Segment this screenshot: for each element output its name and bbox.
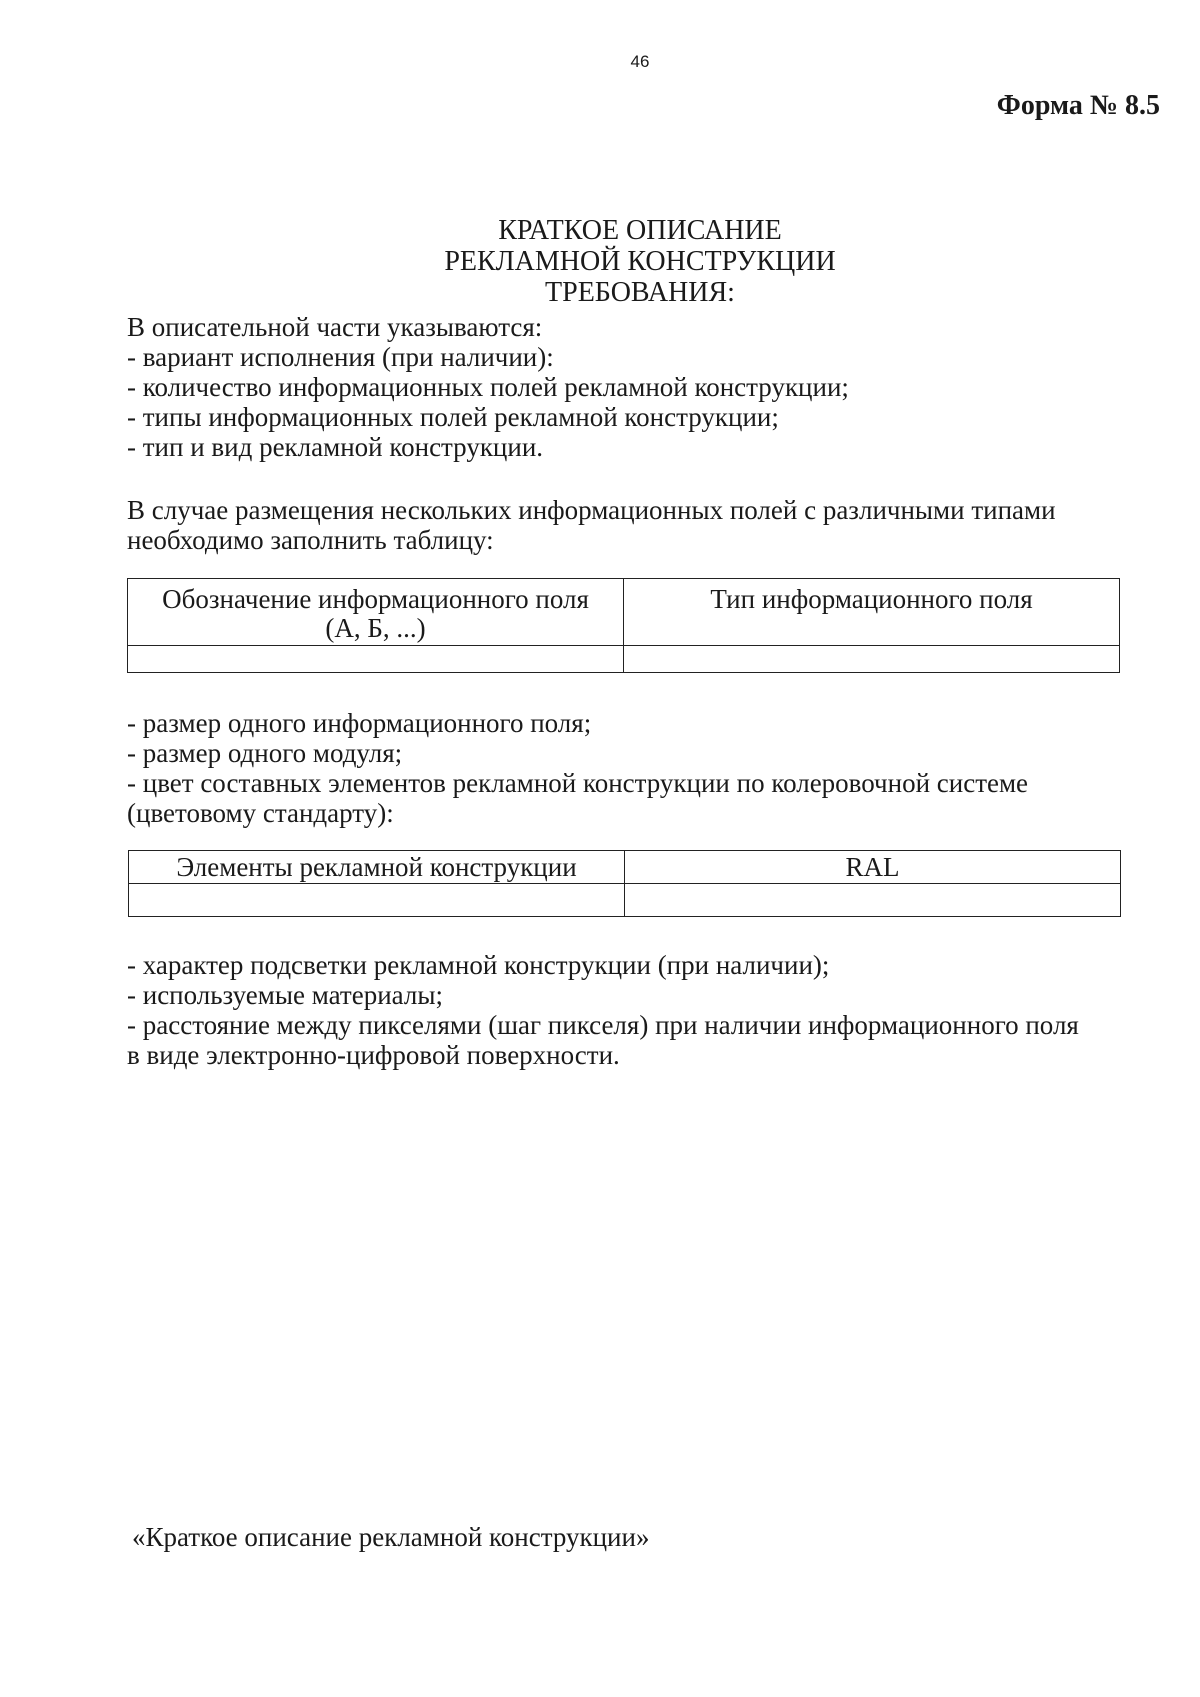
field-type-cell[interactable]	[624, 646, 1120, 673]
list-item: - цвет составных элементов рекламной конструкции по колеровочной системе	[127, 768, 1029, 798]
list-item: - типы информационных полей рекламной конструкции;	[127, 402, 779, 432]
title-line-2: РЕКЛАМНОЙ КОНСТРУКЦИИ	[444, 246, 836, 277]
table-header-row	[129, 851, 1121, 884]
requirements-lead: В описательной части указываются:	[127, 312, 543, 342]
list-item: (цветовому стандарту):	[127, 798, 394, 828]
field-type-header: Тип информационного поля	[624, 579, 1120, 646]
ral-cell[interactable]	[625, 884, 1121, 917]
field-designation-header: Обозначение информационного поля (А, Б, ...)	[128, 579, 624, 646]
list-item: - используемые материалы;	[127, 980, 443, 1010]
table-row	[128, 646, 1120, 673]
paragraph-line: необходимо заполнить таблицу:	[127, 525, 494, 555]
size-list	[127, 708, 1147, 828]
requirements-list	[127, 312, 1147, 462]
table-row	[129, 884, 1121, 917]
final-list	[127, 950, 1147, 1070]
document-title	[390, 215, 890, 308]
title-line-3: ТРЕБОВАНИЯ:	[545, 277, 735, 308]
list-item: - вариант исполнения (при наличии):	[127, 342, 554, 372]
elements-header: Элементы рекламной конструкции	[129, 851, 625, 884]
field-designation-cell[interactable]	[128, 646, 624, 673]
paragraph-line: В случае размещения нескольких информационных полей с различными типами	[127, 495, 1056, 525]
colors-table	[128, 850, 1121, 917]
title-line-1: КРАТКОЕ ОПИСАНИЕ	[498, 215, 782, 246]
list-item: - размер одного модуля;	[127, 738, 403, 768]
ral-header: RAL	[625, 851, 1121, 884]
multi-fields-paragraph	[127, 495, 1147, 555]
form-number: Форма № 8.5	[996, 90, 1160, 121]
table-header-row	[128, 579, 1120, 646]
list-item: - тип и вид рекламной конструкции.	[127, 432, 544, 462]
fields-table	[127, 578, 1120, 673]
list-item: - количество информационных полей рекламной конструкции;	[127, 372, 849, 402]
list-item: - размер одного информационного поля;	[127, 708, 592, 738]
list-item: в виде электронно-цифровой поверхности.	[127, 1040, 620, 1070]
list-item: - расстояние между пикселями (шаг пикселя) при наличии информационного поля	[127, 1010, 1079, 1040]
page-number: 46	[630, 52, 650, 71]
list-item: - характер подсветки рекламной конструкции (при наличии);	[127, 950, 830, 980]
footer-caption: «Краткое описание рекламной конструкции»	[132, 1522, 650, 1552]
element-cell[interactable]	[129, 884, 625, 917]
